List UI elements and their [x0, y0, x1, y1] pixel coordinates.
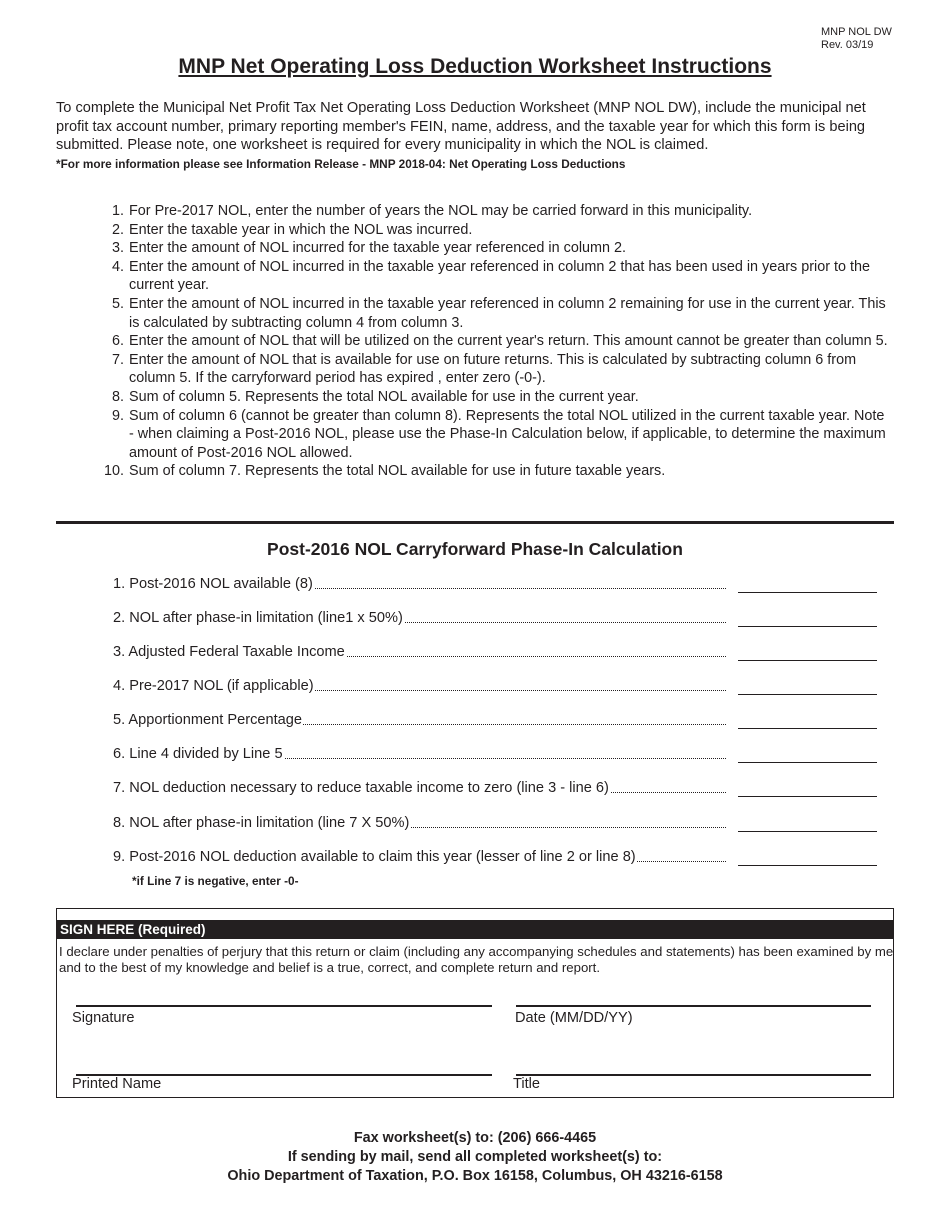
instruction-text: Sum of column 6 (cannot be greater than column 8). Represents the total NOL utilized in the current taxable year. Note - when claiming a Post-2016 NOL, please use the Phase-In Calculation below, if applicable, to determine the maximum amount of Post-2016 NOL allowed.: [129, 407, 886, 461]
instruction-item: [98, 239, 888, 258]
date-label: Date (MM/DD/YY): [515, 1010, 633, 1026]
phase-in-line-label: 8. NOL after phase-in limitation (line 7 X 50%): [113, 815, 410, 831]
phase-in-line-label: 5. Apportionment Percentage: [113, 712, 303, 728]
phase-in-title: Post-2016 NOL Carryforward Phase-In Calculation: [267, 539, 683, 559]
instruction-item: [98, 351, 888, 388]
perjury-declaration: I declare under penalties of perjury that this return or claim (including any accompanying schedules and statements) has been examined by me and to the best of my knowledge and belief is a true, correct, and complete return and report.: [59, 944, 894, 975]
phase-in-line-label: 3. Adjusted Federal Taxable Income: [113, 644, 345, 660]
printed-name-label: Printed Name: [72, 1076, 162, 1092]
phase-in-input-1[interactable]: [738, 592, 877, 593]
form-revision: Rev. 03/19: [821, 39, 874, 51]
instruction-text: Enter the amount of NOL incurred for the taxable year referenced in column 2.: [129, 240, 627, 257]
instruction-number: 2.: [111, 221, 124, 238]
phase-in-line-4: [113, 677, 726, 695]
instruction-text: Enter the amount of NOL that is available for use on future returns. This is calculated by subtracting column 6 from column 5. If the carryforward period has expired , enter zero (-0-).: [129, 351, 857, 387]
instruction-number: 5.: [111, 295, 124, 312]
title-label: Title: [513, 1076, 541, 1092]
date-field[interactable]: [516, 1005, 871, 1007]
instruction-text: Sum of column 7. Represents the total NOL available for use in future taxable years.: [129, 463, 666, 480]
instruction-item: [98, 462, 888, 481]
phase-in-input-2[interactable]: [738, 626, 877, 627]
phase-in-input-8[interactable]: [738, 831, 877, 832]
instruction-text: Enter the taxable year in which the NOL was incurred.: [129, 221, 473, 238]
footer-mail: If sending by mail, send all completed worksheet(s) to:: [287, 1149, 663, 1165]
instruction-item: [98, 388, 888, 407]
instruction-item: [98, 221, 888, 240]
phase-in-note: *if Line 7 is negative, enter -0-: [132, 874, 299, 888]
intro-note: *For more information please see Information Release - MNP 2018-04: Net Operating Loss Deductions: [56, 157, 626, 171]
title-field[interactable]: [516, 1074, 871, 1076]
phase-in-input-6[interactable]: [738, 762, 877, 763]
instruction-item: [98, 295, 888, 332]
footer-fax: Fax worksheet(s) to: (206) 666-4465: [353, 1130, 597, 1146]
phase-in-line-label: 1. Post-2016 NOL available (8): [113, 576, 313, 592]
phase-in-line-8: [113, 814, 726, 832]
instruction-list: [98, 202, 888, 481]
instruction-number: 8.: [111, 388, 124, 405]
instruction-number: 4.: [111, 258, 124, 275]
phase-in-line-label: 6. Line 4 divided by Line 5: [113, 746, 283, 762]
phase-in-line-6: [113, 745, 726, 763]
signature-section: [56, 908, 894, 1098]
sign-header: SIGN HERE (Required): [57, 920, 893, 939]
instruction-number: 9.: [111, 407, 124, 424]
instruction-text: Enter the amount of NOL incurred in the taxable year referenced in column 2 that has been used in years prior to the current year.: [129, 258, 871, 294]
instruction-text: Enter the amount of NOL that will be utilized on the current year's return. This amount cannot be greater than column 5.: [129, 333, 888, 350]
instruction-item: [98, 202, 888, 221]
phase-in-input-4[interactable]: [738, 694, 877, 695]
instruction-item: [98, 407, 888, 463]
phase-in-line-label: 7. NOL deduction necessary to reduce taxable income to zero (line 3 - line 6): [113, 780, 609, 796]
form-id: [821, 26, 892, 52]
form-code: MNP NOL DW: [821, 26, 892, 38]
instruction-number: 3.: [111, 240, 124, 257]
phase-in-line-2: [113, 609, 726, 627]
footer-address: Ohio Department of Taxation, P.O. Box 16158, Columbus, OH 43216-6158: [227, 1168, 723, 1184]
phase-in-line-1: [113, 575, 726, 593]
instruction-number: 10.: [103, 463, 124, 480]
phase-in-line-5: [113, 711, 726, 729]
phase-in-line-label: 4. Pre-2017 NOL (if applicable): [113, 678, 314, 694]
page-title: MNP Net Operating Loss Deduction Worksheet Instructions: [178, 55, 772, 78]
phase-in-line-9: [113, 848, 726, 866]
phase-in-line-label: 2. NOL after phase-in limitation (line1 x 50%): [113, 610, 403, 626]
instruction-text: For Pre-2017 NOL, enter the number of years the NOL may be carried forward in this municipality.: [129, 203, 753, 219]
instruction-item: [98, 258, 888, 295]
phase-in-input-5[interactable]: [738, 728, 877, 729]
phase-in-line-7: [113, 779, 726, 797]
instruction-number: 7.: [111, 351, 124, 368]
phase-in-line-label: 9. Post-2016 NOL deduction available to claim this year (lesser of line 2 or line 8): [113, 849, 636, 865]
phase-in-input-7[interactable]: [738, 796, 877, 797]
phase-in-line-3: [113, 643, 726, 661]
instruction-text: Sum of column 5. Represents the total NOL available for use in the current year.: [129, 388, 639, 405]
instruction-number: 1.: [111, 203, 124, 219]
instruction-number: 6.: [111, 333, 124, 350]
signature-field[interactable]: [76, 1005, 492, 1007]
signature-label: Signature: [72, 1010, 135, 1026]
phase-in-input-3[interactable]: [738, 660, 877, 661]
instruction-text: Enter the amount of NOL incurred in the taxable year referenced in column 2 remaining for use in the current year. This is calculated by subtracting column 4 from column 3.: [129, 295, 886, 331]
intro-paragraph: To complete the Municipal Net Profit Tax Net Operating Loss Deduction Worksheet (MNP NOL DW), include the municipal net profit tax account number, primary reporting member's FEIN, name, address, and the taxable year for which this form is being submitted. Please note, one worksheet is required for every municipality in which the NOL is claimed.: [56, 100, 866, 153]
section-divider: [56, 521, 894, 524]
phase-in-input-9[interactable]: [738, 865, 877, 866]
instruction-item: [98, 332, 888, 351]
